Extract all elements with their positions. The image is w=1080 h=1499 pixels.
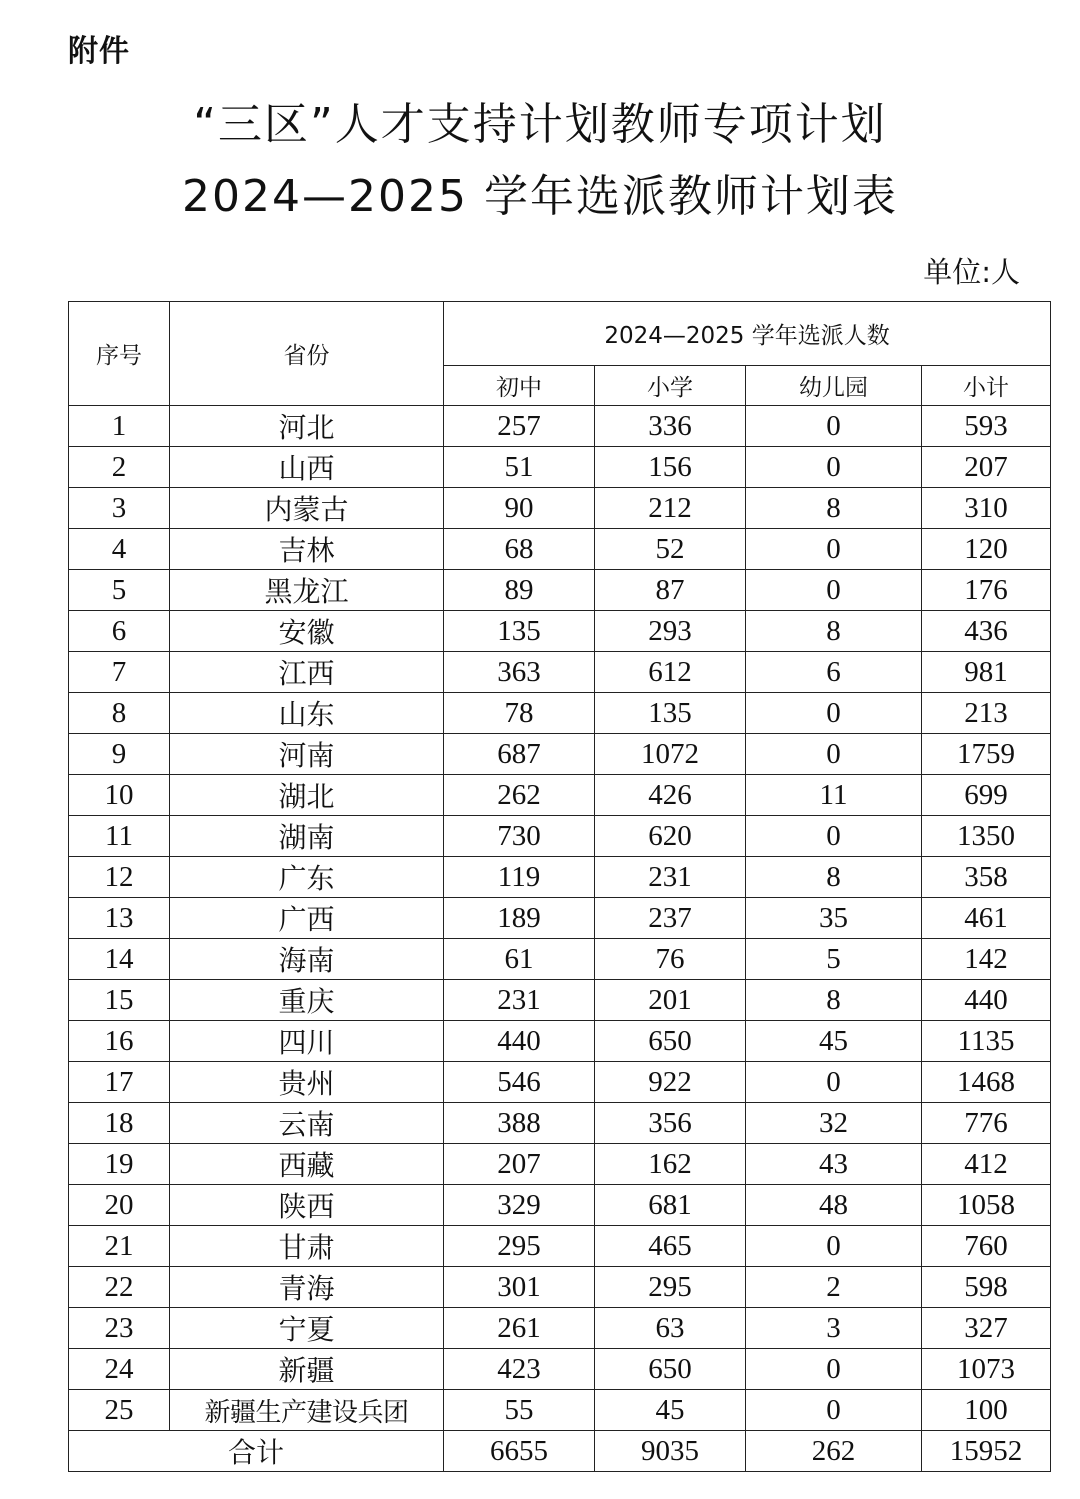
table-row [69,816,1051,857]
table-row [69,734,1051,775]
cell-province: 广西 [170,898,444,939]
header-junior: 初中 [444,366,595,406]
cell-index: 25 [69,1390,170,1431]
cell-primary: 620 [595,816,746,857]
cell-kindergarten: 8 [746,980,922,1021]
cell-kindergarten: 6 [746,652,922,693]
cell-province: 贵州 [170,1062,444,1103]
cell-primary: 63 [595,1308,746,1349]
cell-primary: 237 [595,898,746,939]
cell-province: 黑龙江 [170,570,444,611]
cell-primary: 135 [595,693,746,734]
cell-junior: 687 [444,734,595,775]
cell-index: 11 [69,816,170,857]
cell-primary: 612 [595,652,746,693]
cell-junior: 440 [444,1021,595,1062]
cell-subtotal: 598 [922,1267,1051,1308]
table-row [69,1021,1051,1062]
document-title-line-2: 2024—2025 学年选派教师计划表 [182,171,898,222]
table-row [69,652,1051,693]
cell-kindergarten: 0 [746,570,922,611]
cell-index: 17 [69,1062,170,1103]
cell-primary: 201 [595,980,746,1021]
cell-index: 3 [69,488,170,529]
cell-kindergarten: 2 [746,1267,922,1308]
cell-kindergarten: 45 [746,1021,922,1062]
cell-index: 22 [69,1267,170,1308]
table-row [69,1390,1051,1431]
header-group-year: 2024—2025 学年选派人数 [444,302,1051,366]
total-junior: 6655 [444,1431,595,1472]
cell-index: 7 [69,652,170,693]
cell-kindergarten: 0 [746,447,922,488]
cell-junior: 261 [444,1308,595,1349]
header-province: 省份 [170,302,444,406]
cell-index: 24 [69,1349,170,1390]
cell-junior: 301 [444,1267,595,1308]
total-kindergarten: 262 [746,1431,922,1472]
cell-junior: 329 [444,1185,595,1226]
cell-index: 8 [69,693,170,734]
cell-primary: 650 [595,1349,746,1390]
cell-primary: 426 [595,775,746,816]
cell-subtotal: 1468 [922,1062,1051,1103]
cell-index: 18 [69,1103,170,1144]
cell-province: 河南 [170,734,444,775]
cell-province: 安徽 [170,611,444,652]
table-row [69,939,1051,980]
cell-index: 23 [69,1308,170,1349]
cell-province: 海南 [170,939,444,980]
cell-junior: 189 [444,898,595,939]
cell-kindergarten: 35 [746,898,922,939]
cell-province: 青海 [170,1267,444,1308]
cell-index: 9 [69,734,170,775]
cell-primary: 52 [595,529,746,570]
cell-index: 5 [69,570,170,611]
header-kindergarten: 幼儿园 [746,366,922,406]
cell-junior: 546 [444,1062,595,1103]
total-row [69,1431,1051,1472]
cell-subtotal: 593 [922,406,1051,447]
cell-subtotal: 981 [922,652,1051,693]
table-row [69,1103,1051,1144]
cell-junior: 55 [444,1390,595,1431]
cell-subtotal: 440 [922,980,1051,1021]
table-row [69,1185,1051,1226]
cell-primary: 87 [595,570,746,611]
cell-subtotal: 1073 [922,1349,1051,1390]
cell-primary: 336 [595,406,746,447]
cell-subtotal: 1135 [922,1021,1051,1062]
cell-primary: 295 [595,1267,746,1308]
cell-province: 新疆 [170,1349,444,1390]
cell-junior: 423 [444,1349,595,1390]
header-primary: 小学 [595,366,746,406]
table-row [69,1226,1051,1267]
cell-kindergarten: 0 [746,1062,922,1103]
cell-primary: 162 [595,1144,746,1185]
table-row [69,406,1051,447]
cell-kindergarten: 0 [746,693,922,734]
cell-index: 21 [69,1226,170,1267]
cell-province: 云南 [170,1103,444,1144]
cell-province: 湖北 [170,775,444,816]
table-row [69,898,1051,939]
cell-province: 吉林 [170,529,444,570]
cell-index: 13 [69,898,170,939]
table-row [69,1349,1051,1390]
cell-junior: 231 [444,980,595,1021]
cell-province: 陕西 [170,1185,444,1226]
cell-kindergarten: 8 [746,857,922,898]
cell-junior: 119 [444,857,595,898]
cell-province: 山西 [170,447,444,488]
cell-province: 甘肃 [170,1226,444,1267]
table-row [69,611,1051,652]
cell-kindergarten: 5 [746,939,922,980]
cell-index: 14 [69,939,170,980]
table-row [69,1267,1051,1308]
cell-junior: 68 [444,529,595,570]
cell-junior: 90 [444,488,595,529]
cell-kindergarten: 8 [746,611,922,652]
cell-province: 山东 [170,693,444,734]
total-label: 合计 [69,1431,444,1472]
cell-province: 湖南 [170,816,444,857]
cell-subtotal: 436 [922,611,1051,652]
table-row [69,570,1051,611]
cell-province: 四川 [170,1021,444,1062]
cell-primary: 212 [595,488,746,529]
cell-province: 宁夏 [170,1308,444,1349]
cell-kindergarten: 3 [746,1308,922,1349]
cell-province: 内蒙古 [170,488,444,529]
cell-primary: 293 [595,611,746,652]
table-row [69,529,1051,570]
cell-kindergarten: 43 [746,1144,922,1185]
total-primary: 9035 [595,1431,746,1472]
cell-province: 重庆 [170,980,444,1021]
cell-junior: 61 [444,939,595,980]
cell-province: 广东 [170,857,444,898]
cell-primary: 922 [595,1062,746,1103]
cell-subtotal: 327 [922,1308,1051,1349]
cell-subtotal: 699 [922,775,1051,816]
table-row [69,488,1051,529]
cell-index: 16 [69,1021,170,1062]
cell-primary: 465 [595,1226,746,1267]
cell-index: 20 [69,1185,170,1226]
cell-junior: 51 [444,447,595,488]
cell-junior: 363 [444,652,595,693]
cell-junior: 295 [444,1226,595,1267]
cell-subtotal: 412 [922,1144,1051,1185]
cell-subtotal: 358 [922,857,1051,898]
cell-province: 河北 [170,406,444,447]
cell-primary: 1072 [595,734,746,775]
table-row [69,857,1051,898]
table-row [69,775,1051,816]
table-row [69,693,1051,734]
cell-index: 4 [69,529,170,570]
cell-index: 1 [69,406,170,447]
cell-subtotal: 213 [922,693,1051,734]
cell-index: 19 [69,1144,170,1185]
cell-kindergarten: 0 [746,1349,922,1390]
cell-subtotal: 207 [922,447,1051,488]
cell-primary: 45 [595,1390,746,1431]
document-title-line-1: “三区”人才支持计划教师专项计划 [193,99,887,150]
cell-kindergarten: 0 [746,1226,922,1267]
cell-kindergarten: 0 [746,406,922,447]
cell-subtotal: 1058 [922,1185,1051,1226]
cell-primary: 231 [595,857,746,898]
cell-kindergarten: 0 [746,734,922,775]
cell-index: 12 [69,857,170,898]
cell-subtotal: 776 [922,1103,1051,1144]
cell-subtotal: 310 [922,488,1051,529]
cell-primary: 156 [595,447,746,488]
cell-kindergarten: 8 [746,488,922,529]
cell-junior: 730 [444,816,595,857]
cell-province: 西藏 [170,1144,444,1185]
cell-subtotal: 1350 [922,816,1051,857]
cell-index: 6 [69,611,170,652]
cell-subtotal: 760 [922,1226,1051,1267]
table-row [69,1144,1051,1185]
cell-junior: 135 [444,611,595,652]
table-row [69,980,1051,1021]
header-index: 序号 [69,302,170,406]
table-body [69,406,1051,1431]
cell-junior: 262 [444,775,595,816]
unit-label: 单位:人 [923,255,1020,289]
cell-kindergarten: 32 [746,1103,922,1144]
cell-subtotal: 100 [922,1390,1051,1431]
cell-index: 15 [69,980,170,1021]
header-subtotal: 小计 [922,366,1051,406]
cell-junior: 78 [444,693,595,734]
attachment-label: 附件 [68,34,130,69]
cell-index: 2 [69,447,170,488]
table-row [69,447,1051,488]
cell-province: 江西 [170,652,444,693]
cell-kindergarten: 0 [746,816,922,857]
cell-subtotal: 1759 [922,734,1051,775]
cell-subtotal: 176 [922,570,1051,611]
cell-primary: 356 [595,1103,746,1144]
table-header-row [69,302,1051,366]
table-row [69,1308,1051,1349]
cell-subtotal: 461 [922,898,1051,939]
cell-subtotal: 142 [922,939,1051,980]
cell-kindergarten: 0 [746,1390,922,1431]
total-subtotal: 15952 [922,1431,1051,1472]
table-row [69,1062,1051,1103]
cell-kindergarten: 48 [746,1185,922,1226]
cell-primary: 76 [595,939,746,980]
cell-junior: 207 [444,1144,595,1185]
cell-junior: 89 [444,570,595,611]
cell-junior: 388 [444,1103,595,1144]
teacher-plan-table [68,301,1051,1472]
cell-primary: 650 [595,1021,746,1062]
cell-kindergarten: 11 [746,775,922,816]
cell-junior: 257 [444,406,595,447]
cell-index: 10 [69,775,170,816]
cell-kindergarten: 0 [746,529,922,570]
cell-primary: 681 [595,1185,746,1226]
cell-subtotal: 120 [922,529,1051,570]
cell-province: 新疆生产建设兵团 [170,1390,444,1431]
